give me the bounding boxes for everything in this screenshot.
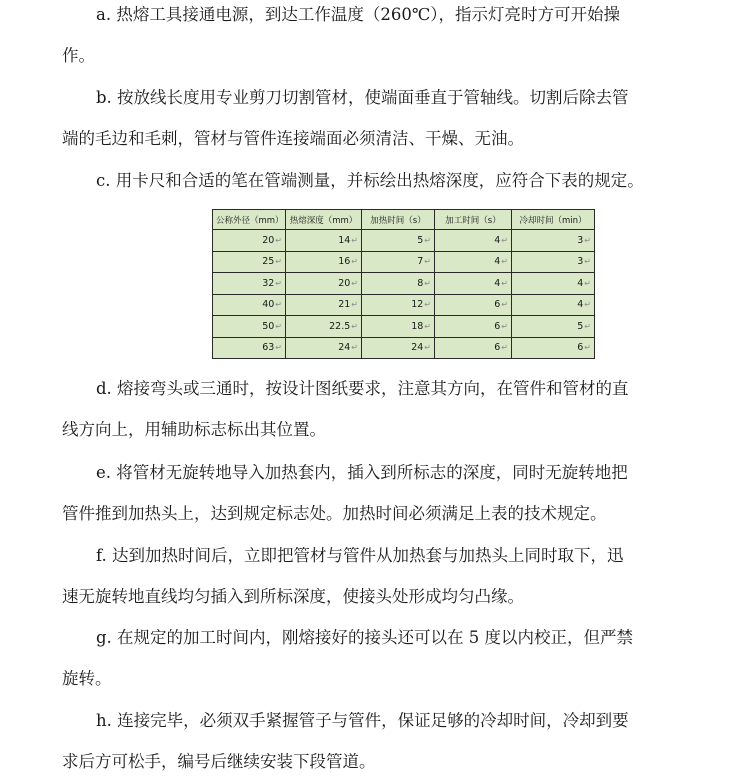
table-cell: 8↵ — [362, 273, 435, 295]
table-row — [213, 251, 595, 273]
table-row — [213, 273, 595, 295]
table-cell: 3↵ — [512, 251, 595, 273]
paragraph-c — [62, 160, 710, 201]
table-cell: 20↵ — [213, 230, 286, 252]
header-nominal-diameter: 公称外径（mm） — [213, 210, 286, 230]
header-heating-time: 加热时间（s） — [362, 210, 435, 230]
paragraph-b-line2: 端的毛边和毛刺，管材与管件连接端面必须清洁、干燥、无油。 — [62, 129, 524, 148]
table-cell: 40↵ — [213, 294, 286, 316]
table-cell: 4↵ — [435, 230, 512, 252]
paragraph-a — [62, 0, 710, 76]
table-row — [213, 337, 595, 359]
paragraph-d-line2: 线方向上，用辅助标志标出其位置。 — [62, 420, 326, 439]
table-cell: 21↵ — [286, 294, 362, 316]
table-row — [213, 230, 595, 252]
table-cell: 22.5↵ — [286, 316, 362, 338]
table-cell: 32↵ — [213, 273, 286, 295]
table-cell: 6↵ — [435, 316, 512, 338]
paragraph-e-line2: 管件推到加热头上，达到规定标志处。加热时间必须满足上表的技术规定。 — [62, 504, 607, 523]
paragraph-f-line2: 速无旋转地直线均匀插入到所标深度，使接头处形成均匀凸缘。 — [62, 587, 524, 606]
paragraph-e — [62, 452, 710, 534]
table-cell: 5↵ — [512, 316, 595, 338]
paragraph-a-line1: a. 热熔工具接通电源，到达工作温度（260℃），指示灯亮时方可开始操 — [96, 5, 621, 24]
paragraph-g-line1: g. 在规定的加工时间内，刚熔接好的接头还可以在 5 度以内校正，但严禁 — [96, 628, 634, 647]
table-cell: 12↵ — [362, 294, 435, 316]
table-cell: 6↵ — [435, 294, 512, 316]
paragraph-h-line1: h. 连接完毕，必须双手紧握管子与管件，保证足够的冷却时间，冷却到要 — [96, 711, 629, 730]
paragraph-c-line1: c. 用卡尺和合适的笔在管端测量，并标绘出热熔深度，应符合下表的规定。 — [96, 171, 644, 190]
paragraph-b-line1: b. 按放线长度用专业剪刀切割管材，使端面垂直于管轴线。切割后除去管 — [96, 88, 629, 107]
table-cell: 4↵ — [512, 273, 595, 295]
paragraph-d — [62, 368, 710, 450]
header-fusion-depth: 热熔深度（mm） — [286, 210, 362, 230]
paragraph-e-line1: e. 将管材无旋转地导入加热套内，插入到所标志的深度，同时无旋转地把 — [96, 463, 628, 482]
header-working-time: 加工时间（s） — [435, 210, 512, 230]
table-cell: 3↵ — [512, 230, 595, 252]
table-cell: 4↵ — [435, 251, 512, 273]
table-cell: 20↵ — [286, 273, 362, 295]
table-cell: 50↵ — [213, 316, 286, 338]
paragraph-a-line2: 作。 — [62, 46, 95, 65]
paragraph-d-line1: d. 熔接弯头或三通时，按设计图纸要求，注意其方向，在管件和管材的直 — [96, 379, 629, 398]
paragraph-f — [62, 535, 710, 617]
paragraph-g — [62, 617, 710, 699]
paragraph-h — [62, 700, 710, 782]
table-cell: 5↵ — [362, 230, 435, 252]
paragraph-h-line2: 求后方可松手，编号后继续安装下段管道。 — [62, 752, 376, 771]
paragraph-f-line1: f. 达到加热时间后，立即把管材与管件从加热套与加热头上同时取下，迅 — [96, 546, 624, 565]
table-cell: 24↵ — [362, 337, 435, 359]
table-cell: 4↵ — [435, 273, 512, 295]
header-cooling-time: 冷却时间（min） — [512, 210, 595, 230]
paragraph-b — [62, 77, 710, 159]
table-cell: 63↵ — [213, 337, 286, 359]
table-header-row — [213, 210, 595, 230]
paragraph-g-line2: 旋转。 — [62, 669, 112, 688]
spec-table-wrapper — [212, 209, 595, 359]
table-row — [213, 316, 595, 338]
table-cell: 18↵ — [362, 316, 435, 338]
table-cell: 4↵ — [512, 294, 595, 316]
table-row — [213, 294, 595, 316]
table-cell: 14↵ — [286, 230, 362, 252]
table-cell: 6↵ — [435, 337, 512, 359]
table-cell: 16↵ — [286, 251, 362, 273]
table-cell: 24↵ — [286, 337, 362, 359]
fusion-spec-table — [212, 209, 595, 359]
table-cell: 25↵ — [213, 251, 286, 273]
table-cell: 6↵ — [512, 337, 595, 359]
table-cell: 7↵ — [362, 251, 435, 273]
